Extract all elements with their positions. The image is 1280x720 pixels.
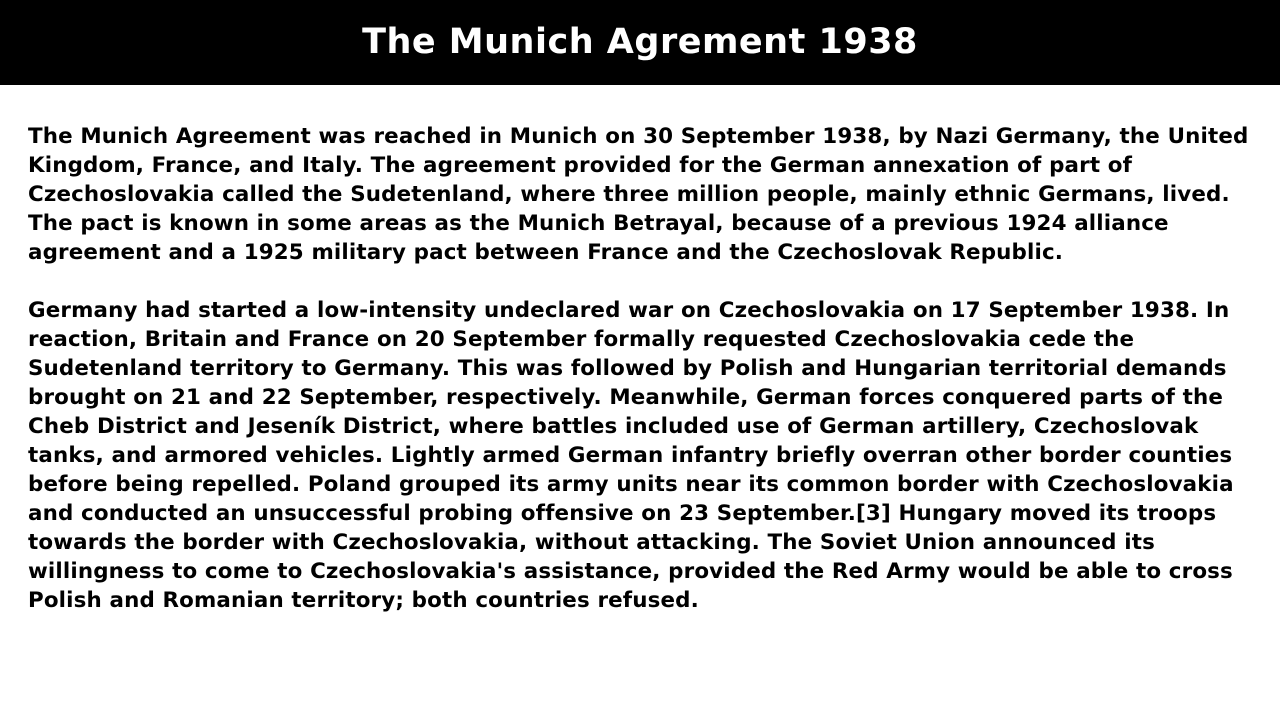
title-bar [0, 0, 1280, 85]
slide-body [28, 122, 1256, 615]
paragraph-1: The Munich Agreement was reached in Munich on 30 September 1938, by Nazi Germany, the United Kingdom, France, and Italy. The agreement provided for the German annexation of part of Czechoslovakia called the Sudetenland, where three million people, mainly ethnic Germans, lived. The pact is known in some areas as the Munich Betrayal, because of a previous 1924 alliance agreement and a 1925 military pact between France and the Czechoslovak Republic. [28, 124, 1249, 265]
paragraph-2: Germany had started a low-intensity undeclared war on Czechoslovakia on 17 September 1938. In reaction, Britain and France on 20 September formally requested Czechoslovakia cede the Sudetenland territory to Germany. This was followed by Polish and Hungarian territorial demands brought on 21 and 22 September, respectively. Meanwhile, German forces conquered parts of the Cheb District and Jeseník District, where battles included use of German artillery, Czechoslovak tanks, and armored vehicles. Lightly armed German infantry briefly overran other border counties before being repelled. Poland grouped its army units near its common border with Czechoslovakia and conducted an unsuccessful probing offensive on 23 September.[3] Hungary moved its troops towards the border with Czechoslovakia, without attacking. The Soviet Union announced its willingness to come to Czechoslovakia's assistance, provided the Red Army would be able to cross Polish and Romanian territory; both countries refused. [28, 298, 1234, 613]
slide-title: The Munich Agrement 1938 [362, 22, 918, 62]
